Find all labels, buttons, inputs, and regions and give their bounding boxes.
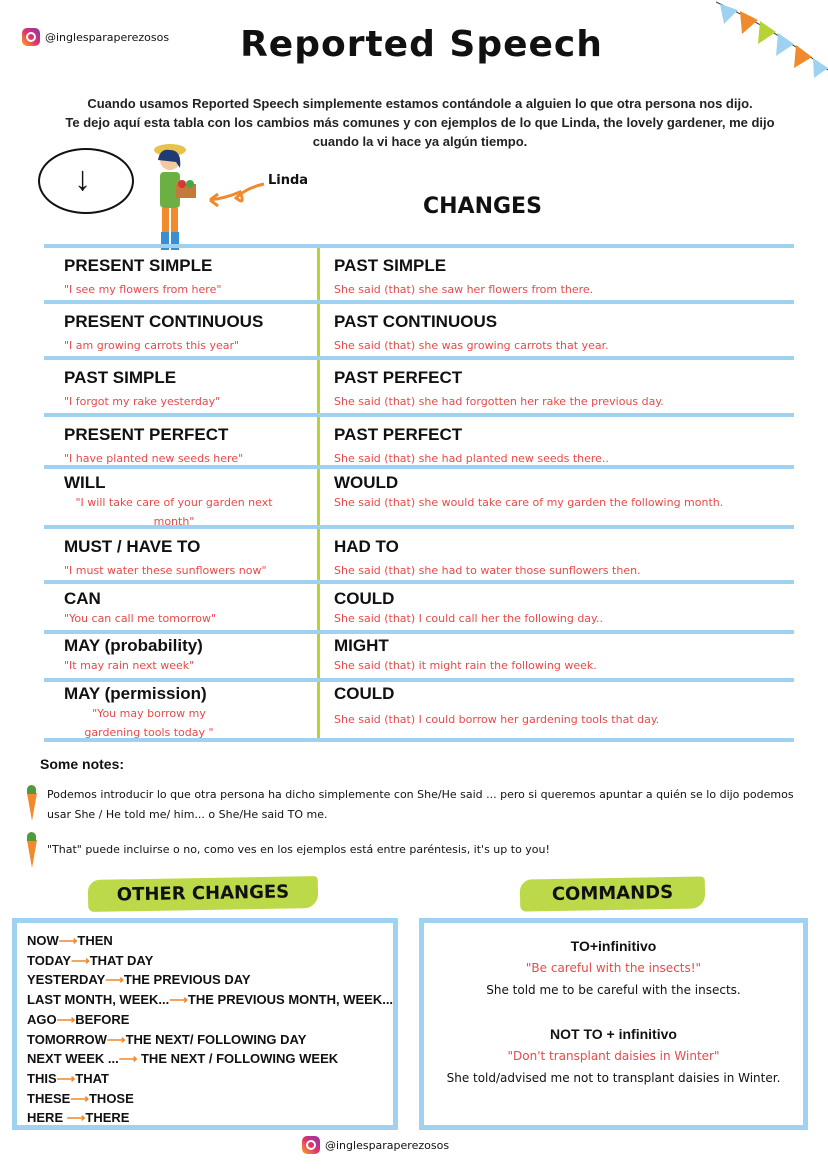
- table-row: WILL "I will take care of your garden next month" WOULD She said (that) she would take care of my garden the following month.: [44, 465, 794, 525]
- page-title: Reported Speech: [240, 24, 603, 65]
- other-change-item: HERE ⟶THERE: [27, 1110, 130, 1126]
- table-row: MAY (probability) "It may rain next week" MIGHT She said (that) it might rain the following week.: [44, 630, 794, 678]
- arrow-icon: ⟶: [105, 972, 124, 988]
- instagram-handle: @inglesparaperezosos: [22, 28, 169, 46]
- other-change-item: NOW⟶THEN: [27, 933, 113, 948]
- arrow-icon: ⟶: [66, 1110, 86, 1126]
- table-row: MAY (permission) "You may borrow my gardening tools today " COULD She said (that) I could borrow her gardening tools that day.: [44, 678, 794, 742]
- table-row: PAST SIMPLE "I forgot my rake yesterday" PAST PERFECT She said (that) she had forgotten her rake the previous day.: [44, 356, 794, 413]
- arrow-icon: ⟶: [58, 933, 78, 948]
- other-changes-box: [12, 918, 398, 1130]
- note-item: "That" puede incluirse o no, como ves en los ejemplos está entre paréntesis, it's up to you!: [25, 832, 795, 868]
- speech-bubble-icon: [38, 148, 134, 214]
- linda-label: Linda: [268, 173, 309, 188]
- changes-heading: CHANGES: [423, 194, 542, 219]
- carrot-icon: [25, 785, 37, 821]
- table-row: PRESENT PERFECT "I have planted new seeds here" PAST PERFECT She said (that) she had planted new seeds there..: [44, 413, 794, 465]
- arrow-icon: ⟶: [71, 952, 90, 968]
- arrow-icon: ⟶: [56, 1070, 76, 1086]
- down-arrow-icon: ↓: [74, 160, 91, 198]
- other-change-item: THIS⟶THAT: [27, 1070, 109, 1086]
- commands-heading: COMMANDS: [520, 876, 706, 911]
- table-row: PRESENT CONTINUOUS "I am growing carrots this year" PAST CONTINUOUS She said (that) she was growing carrots that year.: [44, 300, 794, 356]
- notes-heading: Some notes:: [40, 756, 125, 772]
- other-changes-heading: OTHER CHANGES: [88, 876, 319, 912]
- arrow-icon: ⟶: [56, 1011, 76, 1027]
- bunting-decoration: [716, 0, 828, 80]
- table-row: MUST / HAVE TO "I must water these sunflowers now" HAD TO She said (that) she had to water those sunflowers then.: [44, 525, 794, 580]
- note-item: Podemos introducir lo que otra persona ha dicho simplemente con She/He said ... pero si queremos apuntar a quién se lo dijo podemos usar She / He told me/ him... o She/He said TO me.: [25, 785, 795, 825]
- table-row: CAN "You can call me tomorrow" COULD She said (that) I could call her the following day..: [44, 580, 794, 630]
- other-change-item: YESTERDAY⟶THE PREVIOUS DAY: [27, 972, 251, 988]
- instagram-icon: [302, 1136, 320, 1154]
- table-row: PRESENT SIMPLE "I see my flowers from here" PAST SIMPLE She said (that) she saw her flowers from there.: [44, 244, 794, 300]
- intro-text: Cuando usamos Reported Speech simplemente estamos contándole a alguien lo que otra persona nos dijo. Te dejo aquí esta tabla con los cambios más comunes y con ejemplos de lo que Linda, the lovely gardener, me dijo cuando la vi hace ya algún tiempo.: [65, 96, 775, 149]
- commands-box: TO+infinitivo "Be careful with the insects!" She told me to be careful with the insects. NOT TO + infinitivo "Don't transplant daisies in Winter" She told/advised me not to transplant daisies in Winter.: [419, 918, 808, 1130]
- carrot-icon: [25, 832, 37, 868]
- other-change-item: TOMORROW⟶THE NEXT/ FOLLOWING DAY: [27, 1031, 307, 1047]
- other-change-item: NEXT WEEK ...⟶ THE NEXT / FOLLOWING WEEK: [27, 1051, 339, 1067]
- arrow-icon: ⟶: [106, 1031, 126, 1047]
- other-change-item: AGO⟶BEFORE: [27, 1011, 130, 1027]
- changes-table: [44, 244, 794, 742]
- arrow-icon: ⟶: [169, 992, 188, 1008]
- instagram-handle-footer: @inglesparaperezosos: [302, 1136, 449, 1154]
- arrow-icon: ⟶: [70, 1090, 89, 1106]
- other-change-item: LAST MONTH, WEEK...⟶THE PREVIOUS MONTH, WEEK...: [27, 992, 394, 1008]
- other-change-item: THESE⟶THOSE: [27, 1090, 134, 1106]
- gardener-illustration: [140, 140, 200, 252]
- other-change-item: TODAY⟶THAT DAY: [27, 952, 154, 968]
- curly-arrow-icon: [206, 178, 266, 208]
- arrow-icon: ⟶: [118, 1051, 138, 1067]
